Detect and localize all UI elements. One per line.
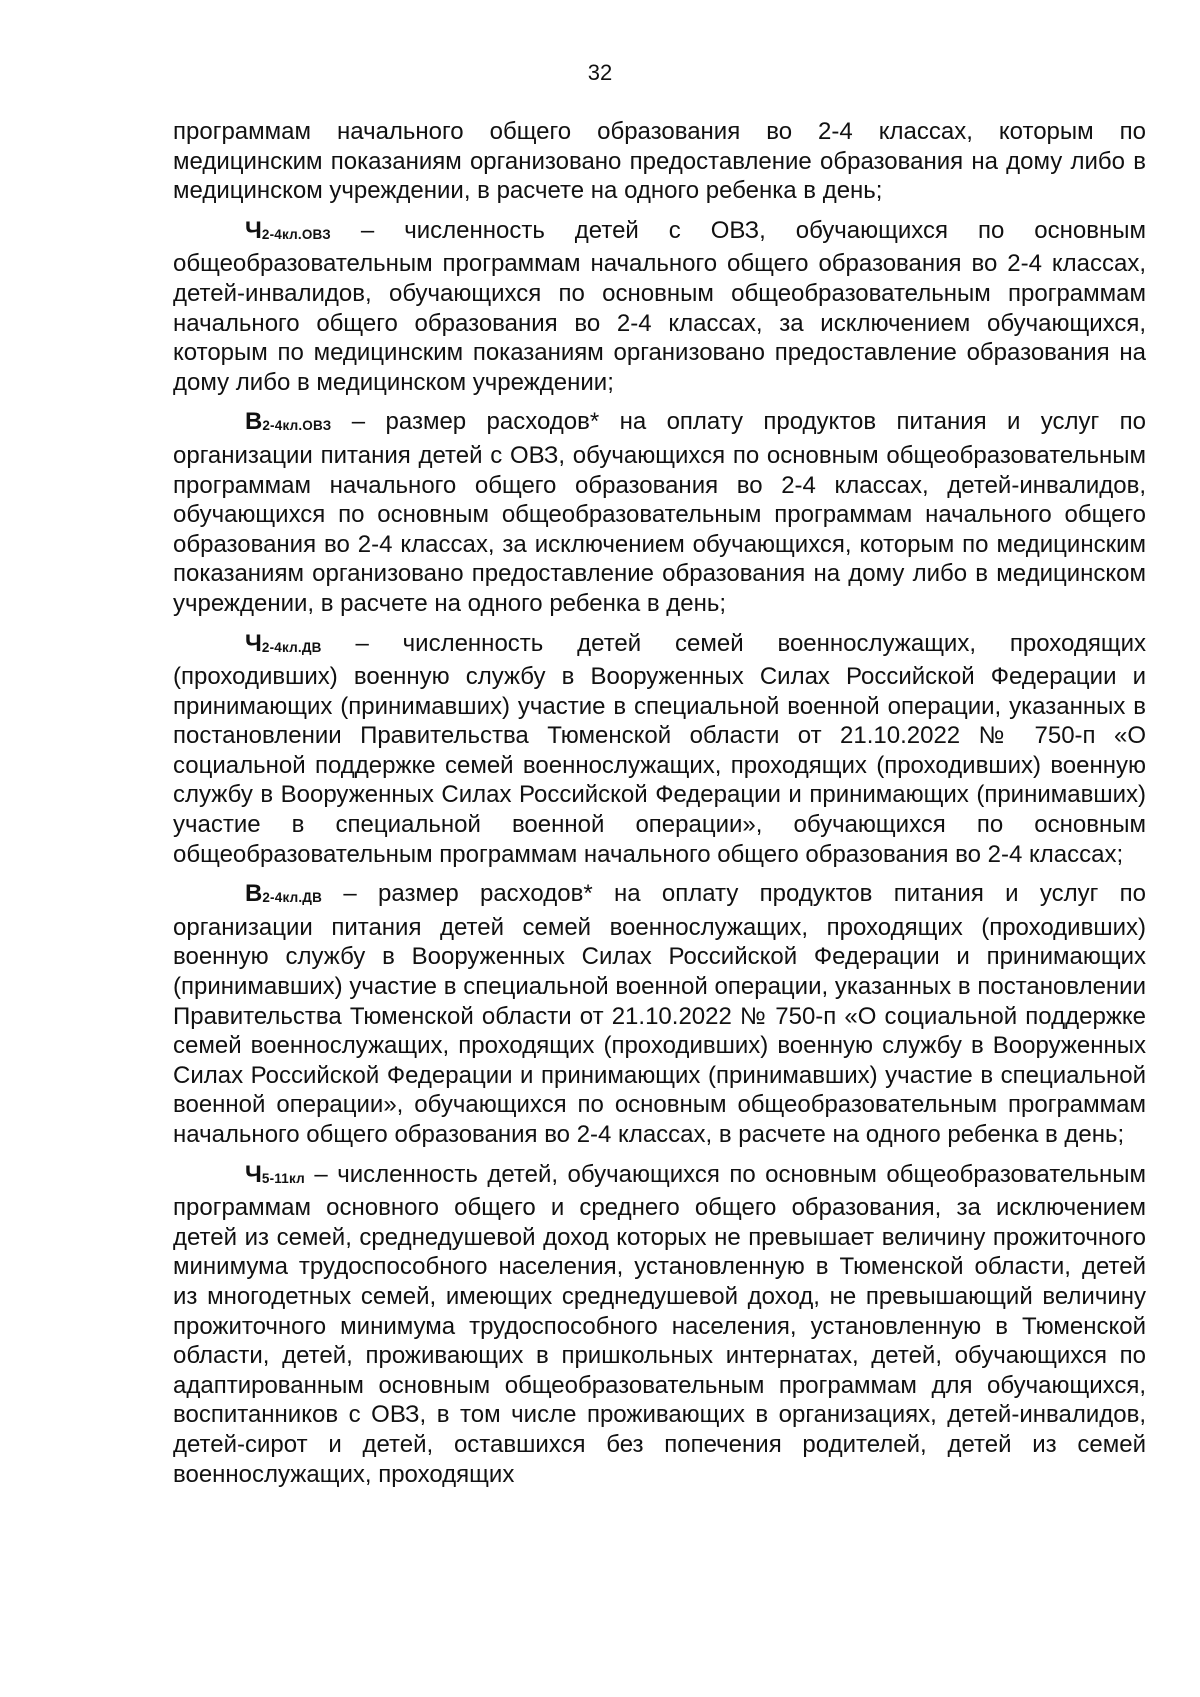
paragraph-continuation — [173, 117, 1146, 206]
variable-symbol: Ч — [245, 216, 262, 244]
variable-subscript: 2-4кл.ДВ — [261, 639, 322, 655]
variable-symbol: В — [245, 408, 263, 436]
variable-subscript: 2-4кл.ОВЗ — [262, 418, 332, 434]
variable-symbol: Ч — [245, 1160, 262, 1188]
variable-subscript: 2-4кл.ДВ — [262, 890, 323, 906]
variable-symbol: В — [245, 880, 263, 908]
definition-text: – численность детей, обучающихся по основным общеобразовательным программам основного общего и среднего общего образования, за исключением детей из семей, среднедушевой доход которых не превышает величину прожиточного минимума трудоспособного населения, установленную в Тюменской области, детей из многодетных семей, имеющих среднедушевой доход, не превышающий величину прожиточного минимума трудоспособного населения, установленную в Тюменской области, детей, проживающих в пришкольных интернатах, детей, обучающихся по адаптированным основным общеобразовательным программам для обучающихся, воспитанников с ОВЗ, в том числе проживающих в организациях, детей-инвалидов, детей-сирот и детей, оставшихся без попечения родителей, детей из семей военнослужащих, проходящих — [173, 1160, 1146, 1488]
paragraph-text: программам начального общего образования во 2-4 классах, которым по медицинским показаниям организовано предоставление образования на дому либо в медицинском учреждении, в расчете на одного ребенка в день; — [173, 118, 1146, 205]
definition-ch-2-4-ovz — [173, 216, 1146, 398]
definition-ch-2-4-dv — [173, 629, 1146, 870]
definition-text: – численность детей семей военнослужащих, проходящих (проходивших) военную службу в Вооруженных Силах Российской Федерации и принимающих (принимавших) участие в специальной военной операции, указанных в постановлении Правительства Тюменской области от 21.10.2022 № 750-п «О социальной поддержке семей военнослужащих, проходящих (проходивших) военную службу в Вооруженных Силах Российской Федерации и принимающих (принимавших) участие в специальной военной операции», обучающихся по основным общеобразовательным программам начального общего образования во 2-4 классах; — [173, 629, 1146, 868]
definition-text: – размер расходов* на оплату продуктов питания и услуг по организации питания детей с ОВЗ, обучающихся по основным общеобразовательным программам начального общего образования во 2-4 классах, детей-инвалидов, обучающихся по основным общеобразовательным программам начального общего образования во 2-4 классах, за исключением обучающихся, которым по медицинским показаниям организовано предоставление образования на дому либо в медицинском учреждении, в расчете на одного ребенка в день; — [173, 408, 1146, 617]
variable-symbol: Ч — [245, 629, 262, 657]
definition-v-2-4-dv — [173, 879, 1146, 1149]
definition-text: – численность детей с ОВЗ, обучающихся по основным общеобразовательным программам начального общего образования во 2-4 классах, детей-инвалидов, обучающихся по основным общеобразовательным программам начального общего образования во 2-4 классах, за исключением обучающихся, которым по медицинским показаниям организовано предоставление образования на дому либо в медицинском учреждении; — [173, 216, 1146, 396]
variable-subscript: 5-11кл — [261, 1170, 305, 1186]
variable-subscript: 2-4кл.ОВЗ — [261, 226, 331, 242]
document-body — [173, 117, 1146, 1499]
definition-text: – размер расходов* на оплату продуктов питания и услуг по организации питания детей семей военнослужащих, проходящих (проходивших) военную службу в Вооруженных Силах Российской Федерации и принимающих (принимавших) участие в специальной военной операции, указанных в постановлении Правительства Тюменской области от 21.10.2022 № 750-п «О социальной поддержке семей военнослужащих, проходящих (проходивших) военную службу в Вооруженных Силах Российской Федерации и принимающих (принимавших) участие в специальной военной операции», обучающихся по основным общеобразовательным программам начального общего образования во 2-4 классах, в расчете на одного ребенка в день; — [173, 880, 1146, 1148]
definition-ch-5-11 — [173, 1160, 1146, 1490]
definition-v-2-4-ovz — [173, 407, 1146, 618]
page-number: 32 — [587, 60, 613, 85]
